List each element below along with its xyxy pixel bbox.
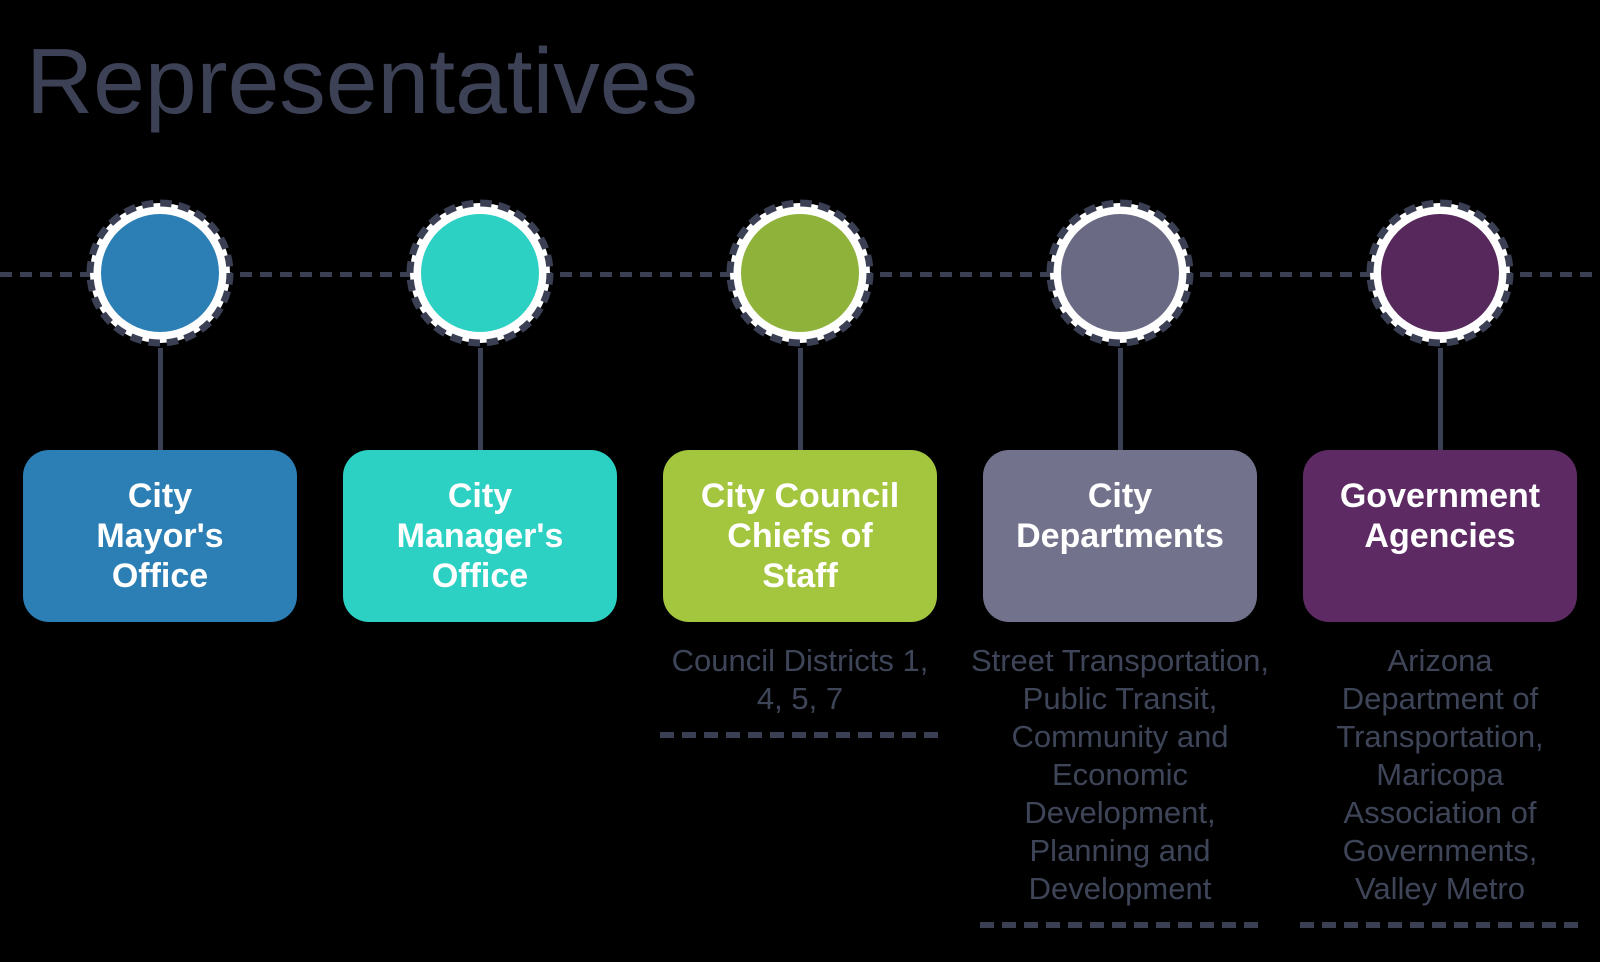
box-label: City Manager's Office <box>396 477 564 595</box>
box-label: City Departments <box>1016 477 1224 555</box>
node-circle-icon <box>1045 198 1195 348</box>
node-fill <box>421 214 539 332</box>
node-fill <box>1381 214 1499 332</box>
node-fill <box>741 214 859 332</box>
node-circle-icon <box>85 198 235 348</box>
box-label: City Council Chiefs of Staff <box>700 477 900 595</box>
connector-line <box>158 348 163 450</box>
label-box <box>983 450 1257 622</box>
sub-divider-dashed <box>980 922 1260 928</box>
column-city-council-chiefs-of-staff <box>640 0 960 928</box>
node-circle-icon <box>1365 198 1515 348</box>
label-box <box>663 450 937 622</box>
connector-line <box>1438 348 1443 450</box>
column-city-managers-office <box>320 0 640 928</box>
box-label: Government Agencies <box>1339 477 1541 555</box>
sub-note: Arizona Department of Transportation, Maricopa Association of Governments, Valley Metro <box>1336 643 1544 906</box>
column-government-agencies <box>1280 0 1600 928</box>
connector-line <box>798 348 803 450</box>
column-city-departments <box>960 0 1280 928</box>
column-city-mayors-office <box>0 0 320 928</box>
label-box <box>343 450 617 622</box>
node-fill <box>101 214 219 332</box>
node-circle-icon <box>725 198 875 348</box>
sub-divider-dashed <box>660 732 940 738</box>
sub-divider-dashed <box>1300 922 1580 928</box>
connector-line <box>478 348 483 450</box>
node-fill <box>1061 214 1179 332</box>
connector-line <box>1118 348 1123 450</box>
box-label: City Mayor's Office <box>96 477 224 595</box>
node-circle-icon <box>405 198 555 348</box>
sub-note: Street Transportation, Public Transit, Community and Economic Development, Planning and Development <box>970 643 1270 906</box>
label-box <box>1303 450 1577 622</box>
page-title: Representatives <box>26 29 699 133</box>
label-box <box>23 450 297 622</box>
sub-note: Council Districts 1, 4, 5, 7 <box>671 643 929 716</box>
